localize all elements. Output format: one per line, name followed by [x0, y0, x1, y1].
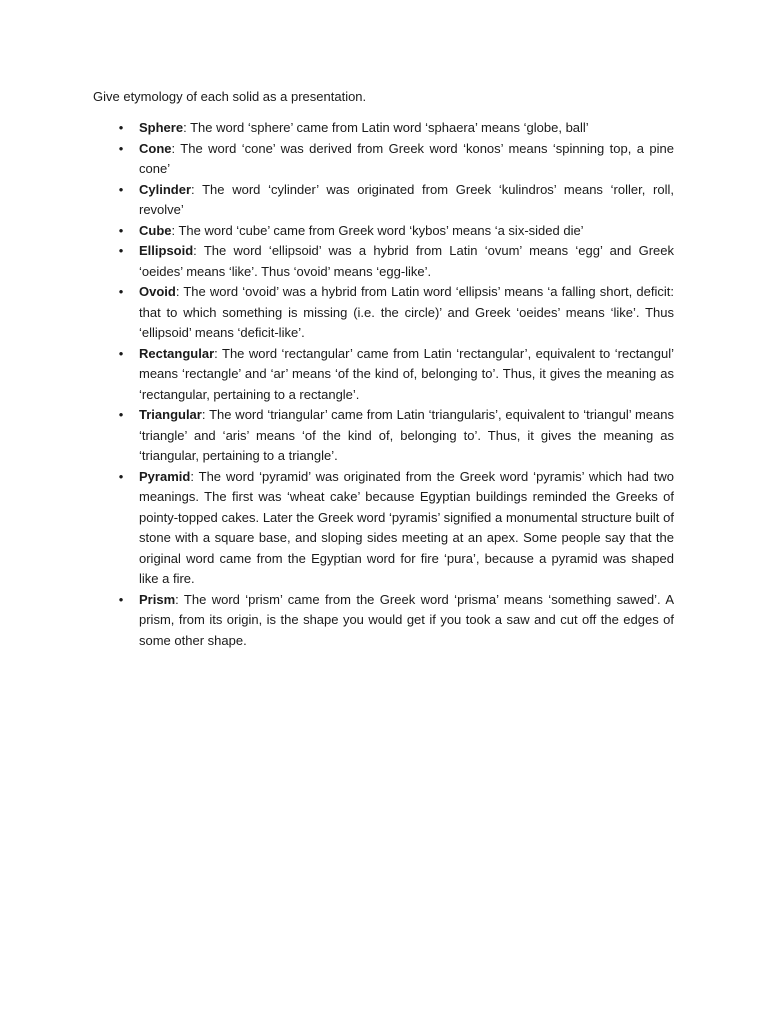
list-item-cone — [93, 139, 674, 180]
term-label: Sphere — [139, 120, 184, 135]
bullet-icon: • — [118, 284, 124, 299]
item-text: : The word ‘prism’ came from the Greek word ‘prisma’ means ‘something sawed’. A prism, from its origin, is the shape you would get if you took a saw and cut off the edges of some other shape. — [139, 591, 674, 648]
list-item-ellipsoid — [93, 241, 674, 282]
bullet-icon: • — [118, 468, 124, 484]
item-text: : The word ‘sphere’ came from Latin word ‘sphaera’ means ‘globe, ball’ — [183, 120, 589, 135]
term-label: Ellipsoid — [139, 243, 194, 258]
item-text: : The word ‘cube’ came from Greek word ‘kybos’ means ‘a six-sided die’ — [171, 222, 584, 238]
list-item-sphere — [93, 118, 674, 139]
list-item-cylinder — [93, 180, 674, 221]
list-item-rectangular — [93, 344, 674, 406]
item-text: : The word ‘ovoid’ was a hybrid from Latin word ‘ellipsis’ means ‘a falling short, deficit: that to which something is missing (i.e. the circle)’ and Greek ‘oeides’ means ‘like’. Thus ‘ellipsoid’ means ‘deficit-like’. — [139, 284, 674, 340]
term-label: Prism — [139, 591, 176, 607]
list-item-pyramid — [93, 467, 674, 590]
list-item-cube — [93, 221, 674, 242]
term-label: Cone — [139, 140, 172, 156]
item-text: : The word ‘rectangular’ came from Latin ‘rectangular’, equivalent to ‘rectangul’ means ‘rectangle’ and ‘ar’ means ‘of the kind of, belonging to’. Thus, it gives the meaning as ‘rectangular, pertaining to a rectangle’. — [139, 345, 674, 402]
bullet-icon: • — [118, 591, 124, 607]
bullet-icon: • — [118, 243, 124, 258]
etymology-list — [93, 118, 674, 651]
list-item-triangular — [93, 405, 674, 467]
term-label: Cylinder — [139, 181, 192, 197]
term-label: Triangular — [139, 407, 202, 422]
term-label: Cube — [139, 222, 172, 238]
bullet-icon: • — [118, 222, 124, 238]
bullet-icon: • — [118, 181, 124, 197]
item-text: : The word ‘triangular’ came from Latin ‘triangularis’, equivalent to ‘triangul’ means ‘triangle’ and ‘aris’ means ‘of the kind of, belonging to’. Thus, it gives the meaning as ‘triangular, pertaining to a triangle’. — [139, 407, 674, 463]
bullet-icon: • — [118, 407, 124, 422]
bullet-icon: • — [118, 345, 124, 361]
intro-text: Give etymology of each solid as a presentation. — [93, 89, 367, 104]
term-label: Pyramid — [139, 468, 191, 484]
term-label: Ovoid — [139, 284, 176, 299]
list-item-prism — [93, 590, 674, 652]
item-text: : The word ‘ellipsoid’ was a hybrid from Latin ‘ovum’ means ‘egg’ and Greek ‘oeides’ means ‘like’. Thus ‘ovoid’ means ‘egg-like’. — [139, 243, 674, 279]
item-text: : The word ‘pyramid’ was originated from the Greek word ‘pyramis’ which had two meanings. The first was ‘wheat cake’ because Egyptian buildings reminded the Greeks of pointy-topped cakes. Later the Greek word ‘pyramis’ signified a monumental structure built of stone with a square base, and sloping sides meeting at an apex. Some people say that the original word came from the Egyptian word for fire ‘pura’, because a pyramid was shaped like a fire. — [139, 468, 674, 586]
term-label: Rectangular — [139, 345, 215, 361]
item-text: : The word ‘cone’ was derived from Greek word ‘konos’ means ‘spinning top, a pine cone’ — [139, 140, 674, 176]
item-text: : The word ‘cylinder’ was originated from Greek ‘kulindros’ means ‘roller, roll, revolve’ — [139, 181, 674, 217]
bullet-icon: • — [118, 120, 124, 135]
list-item-ovoid — [93, 282, 674, 344]
bullet-icon: • — [118, 140, 124, 156]
